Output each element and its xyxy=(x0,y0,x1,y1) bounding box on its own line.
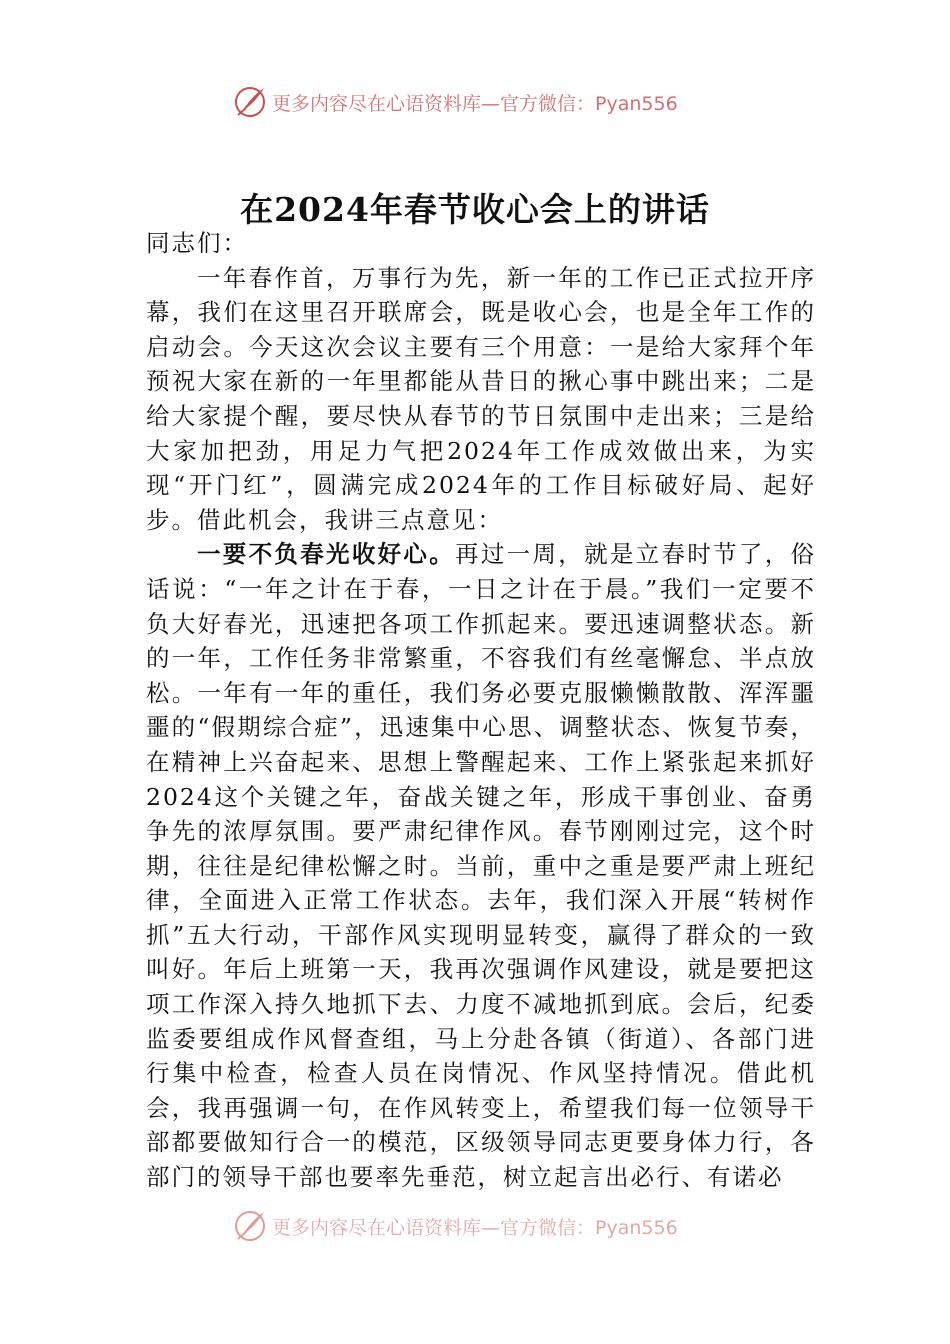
paragraph-point-one-text: 再过一周，就是立春时节了，俗话说：“一年之计在于春，一日之计在于晨。”我们一定要不负大好春光，迅速把各项工作抓起来。要迅速调整状态。新的一年，工作任务非常繁重，不容我们有丝毫懈怠、半点放松。一年有一年的重任，我们务必要克服懒懒散散、浑浑噩噩的“假期综合症”，迅速集中心思、调整状态、恢复节奏，在精神上兴奋起来、思想上警醒起来、工作上紧张起来抓好2024这个关键之年，奋战关键之年，形成干事创业、奋勇争先的浓厚氛围。要严肃纪律作风。春节刚刚过完，这个时期，往往是纪律松懈之时。当前，重中之重是要严肃上班纪律，全面进入正常工作状态。去年，我们深入开展“转树作抓”五大行动，干部作风实现明显转变，赢得了群众的一致叫好。年后上班第一天，我再次强调作风建设，就是要把这项工作深入持久地抓下去、力度不减地抓到底。会后，纪委监委要组成作风督查组，马上分赴各镇（街道）、各部门进行集中检查，检查人员在岗情况、作风坚持情况。借此机会，我再强调一句，在作风转变上，希望我们每一位领导干部都要做知行合一的模范，区级领导同志更要身体力行，各部门的领导干部也要率先垂范，树立起言出必行、有诺必 xyxy=(146,540,817,1192)
header-banner xyxy=(232,84,678,120)
paragraph-point-one xyxy=(146,537,816,1194)
paragraph-intro-text: 一年春作首，万事行为先，新一年的工作已正式拉开序幕，我们在这里召开联席会，既是收心会，也是全年工作的启动会。今天这次会议主要有三个用意：一是给大家拜个年预祝大家在新的一年里都能从昔日的揪心事中跳出来；二是给大家提个醒，要尽快从春节的节日氛围中走出来；三是给大家加把劲，用足力气把2024年工作成效做出来，为实现“开门红”，圆满完成2024年的工作目标破好局、起好步。借此机会，我讲三点意见： xyxy=(146,263,816,534)
footer-banner-text: 更多内容尽在心语资料库—官方微信：Pyan556 xyxy=(272,1216,678,1239)
quill-feather-icon xyxy=(232,1208,268,1244)
paragraph-intro xyxy=(146,261,816,538)
paragraph-point-one-heading: 一要不负春光收好心。 xyxy=(197,540,456,569)
header-banner-text: 更多内容尽在心语资料库—官方微信：Pyan556 xyxy=(272,92,678,115)
footer-banner xyxy=(232,1208,678,1244)
salutation: 同志们： xyxy=(146,229,248,257)
document-title: 在2024年春节收心会上的讲话 xyxy=(240,190,710,229)
quill-feather-icon xyxy=(232,84,268,120)
document-body xyxy=(146,226,816,1195)
